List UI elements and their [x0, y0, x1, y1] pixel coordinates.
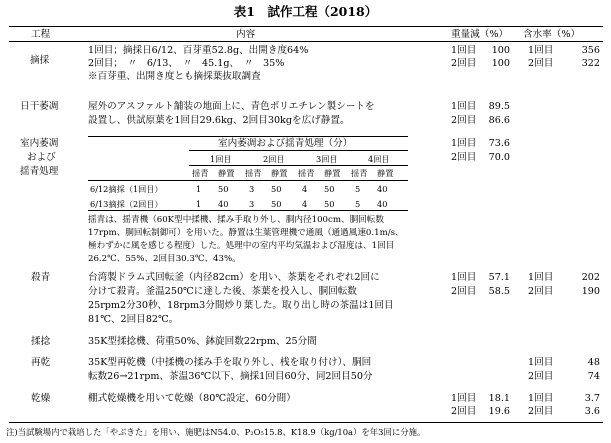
- subtable-cell: 40: [377, 199, 388, 209]
- content-line: 設置し、供試原葉を1回目29.6kg、2回目30kgを広げ静置。: [88, 115, 350, 126]
- subtable-cell: 50: [271, 184, 282, 194]
- round-label: 2回目: [451, 152, 477, 163]
- weight-loss-value: 100: [491, 45, 510, 56]
- subtable-subheader: 静置: [271, 168, 288, 178]
- process-tsumi: 摘採: [30, 55, 50, 66]
- content-line: 35K型揉捻機、荷重50%、鉢旋回数22rpm、25分間: [88, 336, 317, 347]
- subtable-round: 3回目: [316, 154, 338, 164]
- round-label: 2回目: [528, 406, 554, 417]
- subtable-cell: 40: [218, 199, 229, 209]
- subtable-cell: 50: [271, 199, 282, 209]
- subtable-subheader: 揺青: [192, 168, 209, 178]
- subtable-round-rule: [189, 165, 408, 166]
- process-hiboshi: 日干萎凋: [20, 101, 59, 112]
- header-rule: [9, 41, 603, 42]
- subtable-cell: 40: [377, 184, 388, 194]
- round-label: 1回目: [528, 45, 554, 56]
- weight-loss-value: 89.5: [488, 101, 510, 112]
- subtable-subheader: 静置: [324, 168, 341, 178]
- subtable-cell: 50: [218, 184, 229, 194]
- process-satsusei: 殺青: [31, 272, 51, 283]
- weight-loss-value: 100: [491, 58, 510, 69]
- subtable-cell: 5: [355, 184, 361, 194]
- content-line: 35K型再乾機（中揉機の揉み手を取り外し、桟を取り付け）、胴回: [88, 357, 372, 368]
- subtable-cell: 1: [196, 199, 202, 209]
- subtable-title-rule: [189, 150, 408, 151]
- subtable-header-rule: [88, 180, 408, 181]
- subtable-cell: 1: [196, 184, 202, 194]
- weight-loss-value: 70.0: [488, 152, 510, 163]
- round-label: 2回目: [451, 58, 477, 69]
- bottom-rule: [9, 422, 603, 423]
- note-line: 極わずかに風を感じる程度）した。処理中の室内平均気温および湿度は、1回目: [88, 241, 395, 251]
- subtable-round: 4回目: [368, 154, 390, 164]
- round-label: 1回目: [451, 393, 477, 404]
- note-line: 26.2℃、55%、2回目30.3℃、43%。: [88, 254, 241, 264]
- header-process: 工程: [31, 29, 51, 40]
- moisture-value: 48: [587, 357, 600, 368]
- weight-loss-value: 57.1: [488, 272, 510, 283]
- weight-loss-value: 86.6: [488, 115, 510, 126]
- content-line: 棚式乾燥機を用いて乾燥（80℃設定、60分間）: [88, 393, 296, 404]
- subtable-row-label: 6/13摘採（2回目）: [90, 199, 163, 209]
- content-line: 台湾製ドラム式回転釜（内径82cm）を用い、茶葉をそれぞれ2回に: [88, 272, 380, 283]
- weight-loss-value: 19.6: [488, 406, 510, 417]
- subtable-round: 1回目: [210, 154, 232, 164]
- subtable-row-label: 6/12摘採（1回目）: [90, 184, 163, 194]
- round-label: 1回目: [451, 272, 477, 283]
- subtable-title: 室内萎凋および揺青処理（分）: [218, 138, 353, 149]
- subtable-cell: 4: [302, 184, 308, 194]
- content-line: 2回目； 〃 6/13、 〃 45.1g、 〃 35%: [88, 58, 285, 69]
- header-weight-loss: 重量減（%）: [451, 29, 509, 40]
- content-line: ※百芽重、出開き度とも摘採葉抜取調査: [88, 71, 261, 82]
- content-line: 屋外のアスファルト舗装の地面上に、青色ポリエチレン製シートを: [88, 101, 375, 112]
- round-label: 2回目: [528, 286, 554, 297]
- note-line: 揺青は、揺青機（60K型中揉機、揉み手取り外し、胴内径100cm、胴回転数: [88, 215, 384, 225]
- round-label: 2回目: [528, 58, 554, 69]
- round-label: 1回目: [451, 101, 477, 112]
- process-jyunen: 揉捻: [31, 336, 51, 347]
- round-label: 1回目: [528, 393, 554, 404]
- weight-loss-value: 18.1: [488, 393, 510, 404]
- process-shitsunai-line3: 揺青処理: [20, 166, 59, 177]
- moisture-value: 190: [581, 286, 600, 297]
- round-label: 2回目: [528, 371, 554, 382]
- table-title: 表1 試作工程（2018）: [233, 4, 378, 19]
- subtable-cell: 4: [302, 199, 308, 209]
- subtable-top-rule: [88, 136, 408, 137]
- subtable-subheader: 揺青: [245, 168, 262, 178]
- round-label: 1回目: [528, 357, 554, 368]
- subtable-bottom-rule: [88, 210, 408, 211]
- subtable-cell: 5: [355, 199, 361, 209]
- round-label: 1回目: [451, 138, 477, 149]
- note-line: 17rpm、胴回転制御可）を用いた。静置は生葉管理機で通風（通過風速0.1m/s、: [88, 228, 404, 238]
- moisture-value: 322: [581, 58, 600, 69]
- subtable-subheader: 静置: [377, 168, 394, 178]
- content-line: 転数26→21rpm、茶温36℃以下、摘採1回目60分、同2回目50分: [88, 371, 373, 382]
- footnote: 注)当試験場内で栽培した「やぶきた」を用い、施肥はN54.0、P₂O₅15.8、K18.9（kg/10a）を年3回に分施。: [6, 427, 426, 437]
- weight-loss-value: 58.5: [488, 286, 510, 297]
- top-rule: [9, 26, 603, 27]
- subtable-cell: 3: [249, 184, 255, 194]
- subtable-subheader: 揺青: [298, 168, 315, 178]
- process-saikan: 再乾: [31, 357, 51, 368]
- round-label: 2回目: [451, 406, 477, 417]
- content-line: 分けて殺青。釜温250℃に達した後、茶葉を投入し、胴回転数: [88, 286, 357, 297]
- subtable-cell: 50: [324, 199, 335, 209]
- header-content: 内容: [236, 29, 256, 40]
- moisture-value: 202: [581, 272, 600, 283]
- header-moisture: 含水率（%）: [523, 29, 581, 40]
- moisture-value: 3.7: [584, 393, 600, 404]
- subtable-subheader: 揺青: [351, 168, 368, 178]
- content-line: 1回目；摘採日6/12、百芽重52.8g、出開き度64%: [88, 45, 309, 56]
- content-line: 25rpm2分30秒、18rpm3分間炒り葉した。取り出し時の茶温は1回目: [88, 300, 394, 311]
- subtable-subheader: 静置: [218, 168, 235, 178]
- subtable-cell: 50: [324, 184, 335, 194]
- process-shitsunai-line1: 室内萎凋: [20, 138, 59, 149]
- moisture-value: 74: [587, 371, 600, 382]
- subtable-cell: 3: [249, 199, 255, 209]
- subtable-round: 2回目: [263, 154, 285, 164]
- process-kansou: 乾燥: [31, 393, 51, 404]
- round-label: 1回目: [451, 45, 477, 56]
- round-label: 2回目: [451, 286, 477, 297]
- weight-loss-value: 73.6: [488, 138, 510, 149]
- round-label: 1回目: [528, 272, 554, 283]
- content-line: 81℃、2回目82℃。: [88, 314, 179, 325]
- moisture-value: 356: [581, 45, 600, 56]
- process-shitsunai-line2: および: [27, 152, 56, 163]
- round-label: 2回目: [451, 115, 477, 126]
- moisture-value: 3.6: [584, 406, 600, 417]
